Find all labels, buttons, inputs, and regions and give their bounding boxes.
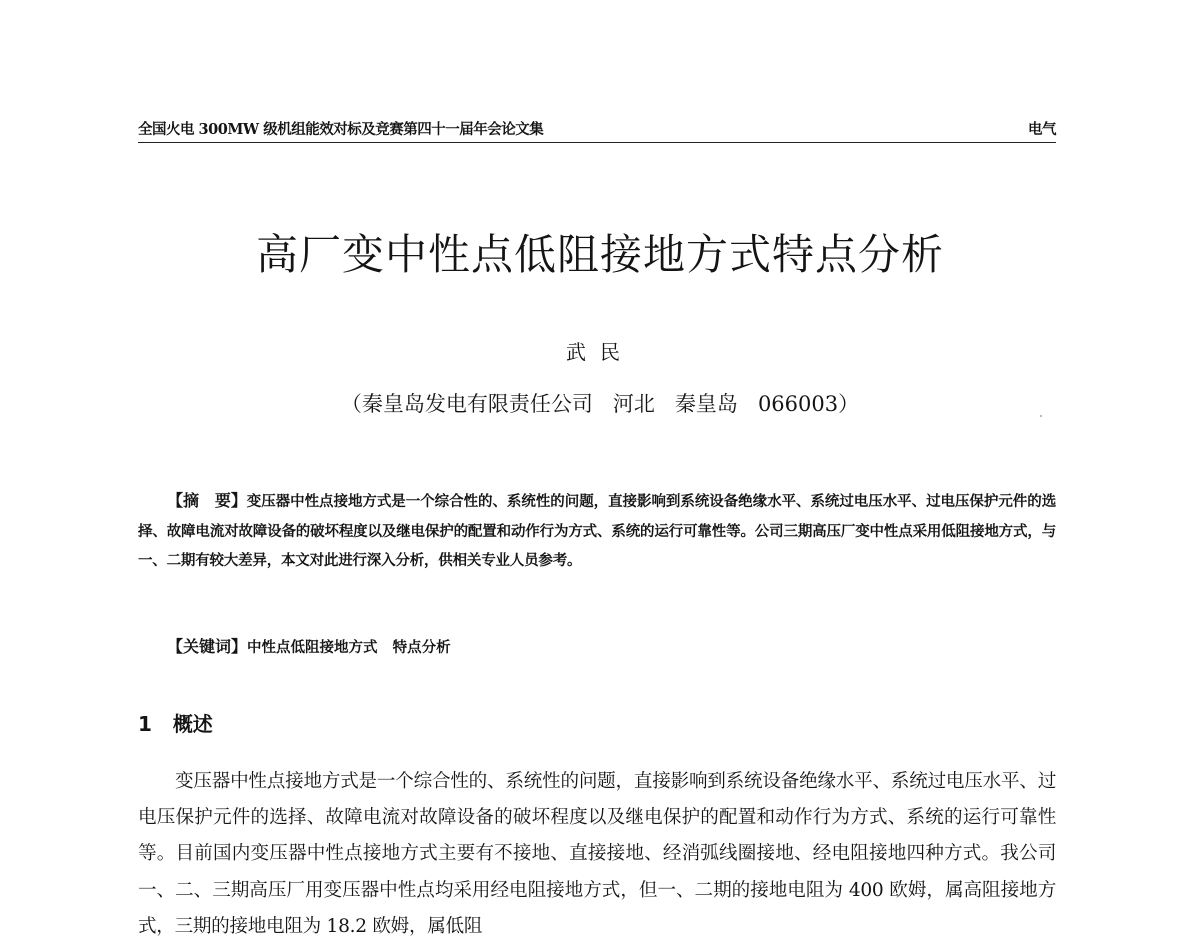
- section-number: 1: [138, 712, 152, 736]
- proceedings-title: 全国火电 300MW 级机组能效对标及竞赛第四十一届年会论文集: [138, 121, 544, 138]
- keywords-label: 【关键词】: [167, 637, 248, 656]
- scan-speck: [1040, 415, 1042, 417]
- running-header: [138, 118, 1056, 143]
- body-paragraph: 变压器中性点接地方式是一个综合性的、系统性的问题，直接影响到系统设备绝缘水平、系统过电压水平、过电压保护元件的选择、故障电流对故障设备的破坏程度以及继电保护的配置和动作行为方式、系统的运行可靠性等。目前国内变压器中性点接地方式主要有不接地、直接接地、经消弧线圈接地、经电阻接地四种方式。我公司一、二、三期高压厂用变压器中性点均采用经电阻接地方式，但一、二期的接地电阻为 400 欧姆，属高阻接地方式，三期的接地电阻为 18.2 欧姆，属低阻: [138, 771, 1056, 937]
- section-title: 概述: [172, 712, 213, 736]
- section-heading: [138, 708, 213, 737]
- keywords: [167, 634, 451, 657]
- paper-title: 高厂变中性点低阻接地方式特点分析: [255, 230, 944, 279]
- author-affiliation: （秦皇岛发电有限责任公司 河北 秦皇岛 066003）: [340, 392, 860, 416]
- abstract-text: 变压器中性点接地方式是一个综合性的、系统性的问题，直接影响到系统设备绝缘水平、系统过电压水平、过电压保护元件的选择、故障电流对故障设备的破坏程度以及继电保护的配置和动作行为方式、系统的运行可靠性等。公司三期高压厂变中性点采用低阻接地方式，与一、二期有较大差异，本文对此进行深入分析，供相关专业人员参考。: [138, 493, 1056, 569]
- abstract-label: 【摘 要】: [167, 491, 247, 510]
- author-name: 武民: [566, 340, 634, 364]
- section-category: 电气: [1028, 121, 1056, 138]
- keywords-text: 中性点低阻接地方式 特点分析: [247, 639, 451, 656]
- abstract: [138, 486, 1056, 576]
